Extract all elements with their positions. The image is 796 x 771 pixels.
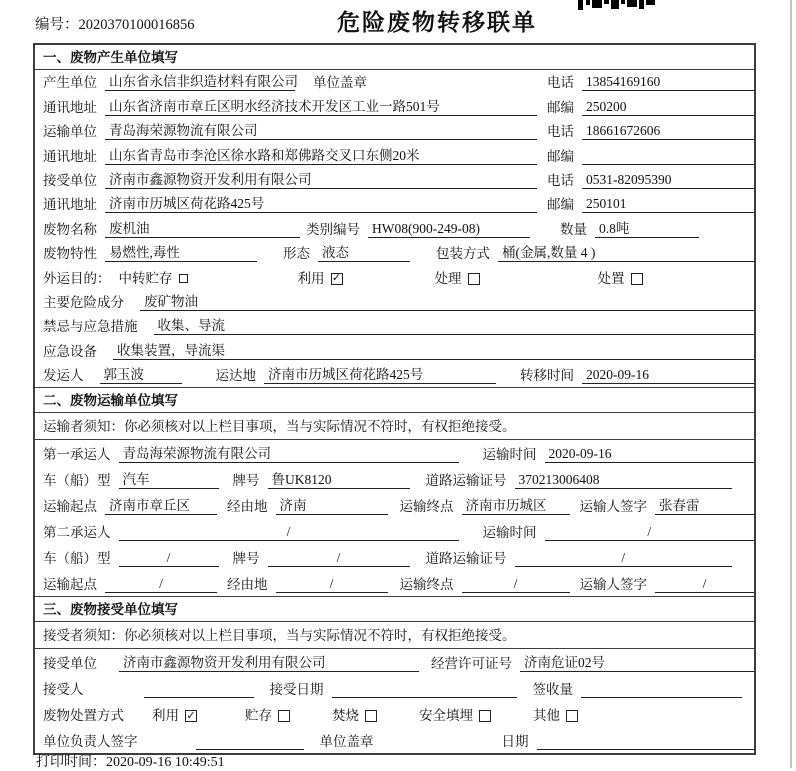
field-value: /: [105, 576, 217, 593]
field-label: 运达地: [215, 368, 256, 384]
field-value: 济南市鑫源物资开发利用有限公司: [119, 655, 419, 672]
checkbox-安全填埋: [419, 708, 491, 724]
field-value: 山东省济南市章丘区明水经济技术开发区工业一路501号: [105, 99, 537, 116]
field-label: 单位盖章: [319, 734, 374, 750]
field-value: 济南市历城区: [462, 498, 570, 515]
field-value: [332, 697, 517, 698]
field-value: 张春雷: [655, 498, 754, 515]
field-label: 电话: [547, 172, 574, 188]
row-route-1: [35, 492, 754, 518]
field-value: 18661672606: [582, 123, 754, 140]
field-value: 13854169160: [582, 74, 754, 91]
field-value: 易燃性,毒性: [105, 245, 257, 262]
field-value: 济南市历城区荷花路425号: [105, 196, 537, 213]
field-label: 单位负责人签字: [43, 734, 138, 750]
field-label: 应急设备: [43, 343, 97, 359]
row-emergency-equipment: [35, 338, 754, 362]
field-value: 济南市历城区荷花路425号: [264, 367, 496, 384]
row-vehicle-2: [35, 544, 754, 570]
field-label: 接受人: [43, 682, 84, 698]
field-label: 牌号: [232, 473, 260, 489]
section-transporter-header: 二、废物运输单位填写: [35, 387, 754, 413]
checkbox-利用: [152, 708, 197, 724]
field-value: 收集装置，导流渠: [113, 343, 754, 360]
checkbox-label: 利用: [297, 270, 325, 286]
field-label: 电话: [547, 124, 574, 140]
field-label: 第二承运人: [43, 525, 111, 541]
field-label: 签收量: [532, 682, 573, 698]
row-producer-address: [35, 94, 754, 118]
field-value: 液态: [318, 245, 410, 262]
field-label: 废物处置方式: [43, 708, 124, 724]
field-value: 0.8吨: [595, 221, 699, 238]
checkbox-其他: [533, 708, 578, 724]
field-value: 桶(金属,数量 4 ): [498, 245, 754, 262]
field-label: 经由地: [227, 577, 268, 593]
row-responsible-signature: [35, 727, 754, 753]
field-label: 发运人: [43, 368, 84, 384]
field-label: 产生单位: [43, 75, 97, 91]
field-label: 废物特性: [43, 246, 97, 262]
field-label: 运输时间: [482, 447, 537, 463]
field-value: HW08(900-249-08): [368, 221, 530, 238]
field-label: 运输人签字: [579, 499, 647, 515]
field-value: [196, 749, 304, 750]
field-value: 青岛海荣源物流有限公司: [105, 123, 537, 140]
section-receiver-rows: [35, 649, 754, 753]
field-value: /: [462, 576, 570, 593]
field-value: /: [276, 576, 388, 593]
field-value: /: [545, 524, 755, 541]
field-value: 废矿物油: [140, 294, 754, 311]
section-transporter-rows: [35, 440, 754, 596]
row-producer-unit: [35, 70, 754, 94]
field-label: 道路运输证号: [425, 551, 507, 567]
checkbox-label: 处理: [434, 270, 462, 286]
print-time-label: 打印时间：: [36, 755, 106, 770]
field-label: 单位盖章: [313, 75, 367, 91]
field-label: 包装方式: [436, 246, 490, 262]
field-label: 接受单位: [43, 656, 97, 672]
field-value: /: [268, 550, 410, 567]
row-vehicle-1: [35, 466, 754, 492]
field-value: [537, 749, 755, 750]
field-value: 济南危证02号: [520, 655, 754, 672]
field-label: 类别编号: [306, 221, 360, 237]
field-label: 运输人签字: [579, 577, 647, 593]
field-value: 郭玉波: [100, 367, 182, 384]
print-time-value: 2020-09-16 10:49:51: [106, 755, 225, 770]
field-label: 运输终点: [399, 499, 454, 515]
checkbox-label: 焚烧: [332, 708, 359, 724]
section-transporter: [35, 387, 754, 596]
field-label: 车（船）型: [43, 473, 111, 489]
field-value: 废机油: [105, 221, 300, 238]
field-value: [144, 697, 254, 698]
field-value: 山东省永信非织造材料有限公司: [105, 74, 295, 91]
row-receive-person: [35, 675, 754, 701]
row-transport-unit: [35, 119, 754, 143]
checkbox-unchecked-icon: [631, 273, 643, 285]
row-disposal-method: [35, 701, 754, 727]
row-receiver-unit: [35, 168, 754, 192]
field-label: 邮编: [547, 197, 574, 213]
section-producer: [35, 45, 754, 387]
row-waste-property: [35, 241, 754, 265]
field-value: 0531-82095390: [582, 172, 754, 189]
checkbox-处理: [435, 271, 480, 287]
field-label: 形态: [283, 246, 310, 262]
document-serial: [35, 13, 195, 34]
checkbox-label: 其他: [533, 708, 560, 724]
field-label: 接受单位: [43, 172, 97, 188]
checkbox-label: 处置: [597, 270, 625, 286]
checkbox-label: 中转贮存: [118, 270, 173, 286]
serial-value: 2020370100016856: [78, 17, 195, 33]
field-value: /: [655, 576, 754, 593]
field-label: 牌号: [232, 551, 260, 567]
field-label: 电话: [547, 75, 574, 91]
field-label: 主要危险成分: [43, 294, 124, 310]
checkbox-焚烧: [332, 708, 377, 724]
section-producer-rows: [35, 70, 754, 387]
field-label: 转移时间: [520, 368, 574, 384]
field-label: 通讯地址: [43, 99, 97, 115]
field-label: 第一承运人: [43, 447, 111, 463]
field-value: 250200: [582, 99, 754, 116]
manifest-form: [33, 43, 756, 755]
checkbox-label: 安全填埋: [419, 708, 473, 724]
checkbox-unchecked-icon: [566, 710, 578, 722]
checkbox-贮存: [245, 708, 290, 724]
field-label: 运输单位: [43, 124, 97, 140]
row-transport-address: [35, 143, 754, 167]
field-value: 济南市鑫源物资开发利用有限公司: [105, 172, 537, 189]
field-label: 道路运输证号: [425, 473, 507, 489]
checkbox-中转贮存: [119, 271, 188, 287]
section-producer-header: 一、废物产生单位填写: [35, 45, 754, 70]
field-value: 2020-09-16: [582, 367, 754, 384]
checkbox-unchecked-icon: [179, 274, 188, 283]
section-receiver: [35, 596, 754, 753]
checkbox-利用: [298, 271, 343, 287]
field-label: 外运目的：: [43, 270, 111, 286]
row-main-hazard: [35, 290, 754, 314]
field-label: 经营许可证号: [431, 656, 512, 672]
transporter-notice: 运输者须知：你必须核对以上栏目事项，当与实际情况不符时，有权拒绝接受。: [35, 413, 754, 440]
row-second-carrier: [35, 518, 754, 544]
field-value: 收集、导流: [154, 318, 755, 335]
checkbox-checked-icon: ✓: [186, 709, 196, 722]
field-value: 汽车: [119, 472, 219, 489]
field-label: 接受日期: [269, 682, 324, 698]
row-waste-name: [35, 216, 754, 240]
field-value: 济南: [276, 498, 388, 515]
receiver-notice: 接受者须知：你必须核对以上栏目事项，当与实际情况不符时，有权拒绝接受。: [35, 622, 754, 649]
field-value: /: [119, 550, 219, 567]
field-value: 250101: [582, 196, 754, 213]
field-label: 邮编: [547, 148, 574, 164]
field-value: 济南市章丘区: [105, 498, 217, 515]
field-label: 运输起点: [43, 577, 97, 593]
field-label: 运输时间: [482, 525, 537, 541]
field-label: 通讯地址: [43, 148, 97, 164]
field-value: 2020-09-16: [545, 446, 755, 463]
field-value: [582, 164, 754, 165]
field-label: 废物名称: [43, 221, 97, 237]
checkbox-label: 利用: [152, 708, 179, 724]
field-value: 鲁UK8120: [268, 472, 410, 489]
row-shipper: [35, 363, 754, 387]
field-value: 青岛海荣源物流有限公司: [119, 446, 459, 463]
checkbox-处置: [598, 271, 643, 287]
checkbox-checked-icon: ✓: [331, 272, 342, 285]
page-title: 危险废物转移联单: [337, 9, 537, 35]
field-value: /: [515, 550, 733, 567]
serial-label: 编号：: [35, 17, 79, 33]
row-receive-unit: [35, 649, 754, 675]
field-label: 运输终点: [399, 577, 454, 593]
field-value: /: [119, 524, 459, 541]
row-contraindication: [35, 314, 754, 338]
checkbox-unchecked-icon: [468, 273, 480, 285]
field-value: [581, 697, 742, 698]
row-first-carrier: [35, 440, 754, 466]
field-label: 禁忌与应急措施: [43, 319, 138, 335]
checkbox-unchecked-icon: [479, 710, 491, 722]
field-label: 运输起点: [43, 499, 97, 515]
field-label: 车（船）型: [43, 551, 111, 567]
checkbox-label: 贮存: [245, 708, 272, 724]
section-receiver-header: 三、废物接受单位填写: [35, 596, 754, 622]
field-label: 经由地: [227, 499, 268, 515]
row-receiver-address: [35, 192, 754, 216]
qr-code-fragment: [578, 0, 656, 11]
print-time: [36, 751, 225, 771]
field-value: 370213006408: [515, 472, 733, 489]
checkbox-unchecked-icon: [278, 710, 290, 722]
row-transfer-purpose: [35, 265, 754, 289]
row-route-2: [35, 570, 754, 596]
field-label: 日期: [501, 734, 529, 750]
checkbox-unchecked-icon: [365, 710, 377, 722]
field-label: 通讯地址: [43, 197, 97, 213]
page-edge-line: [790, 0, 792, 768]
field-value: 山东省青岛市李沧区徐水路和郑佛路交叉口东侧20米: [105, 148, 537, 165]
field-label: 数量: [560, 221, 587, 237]
field-label: 邮编: [547, 99, 574, 115]
